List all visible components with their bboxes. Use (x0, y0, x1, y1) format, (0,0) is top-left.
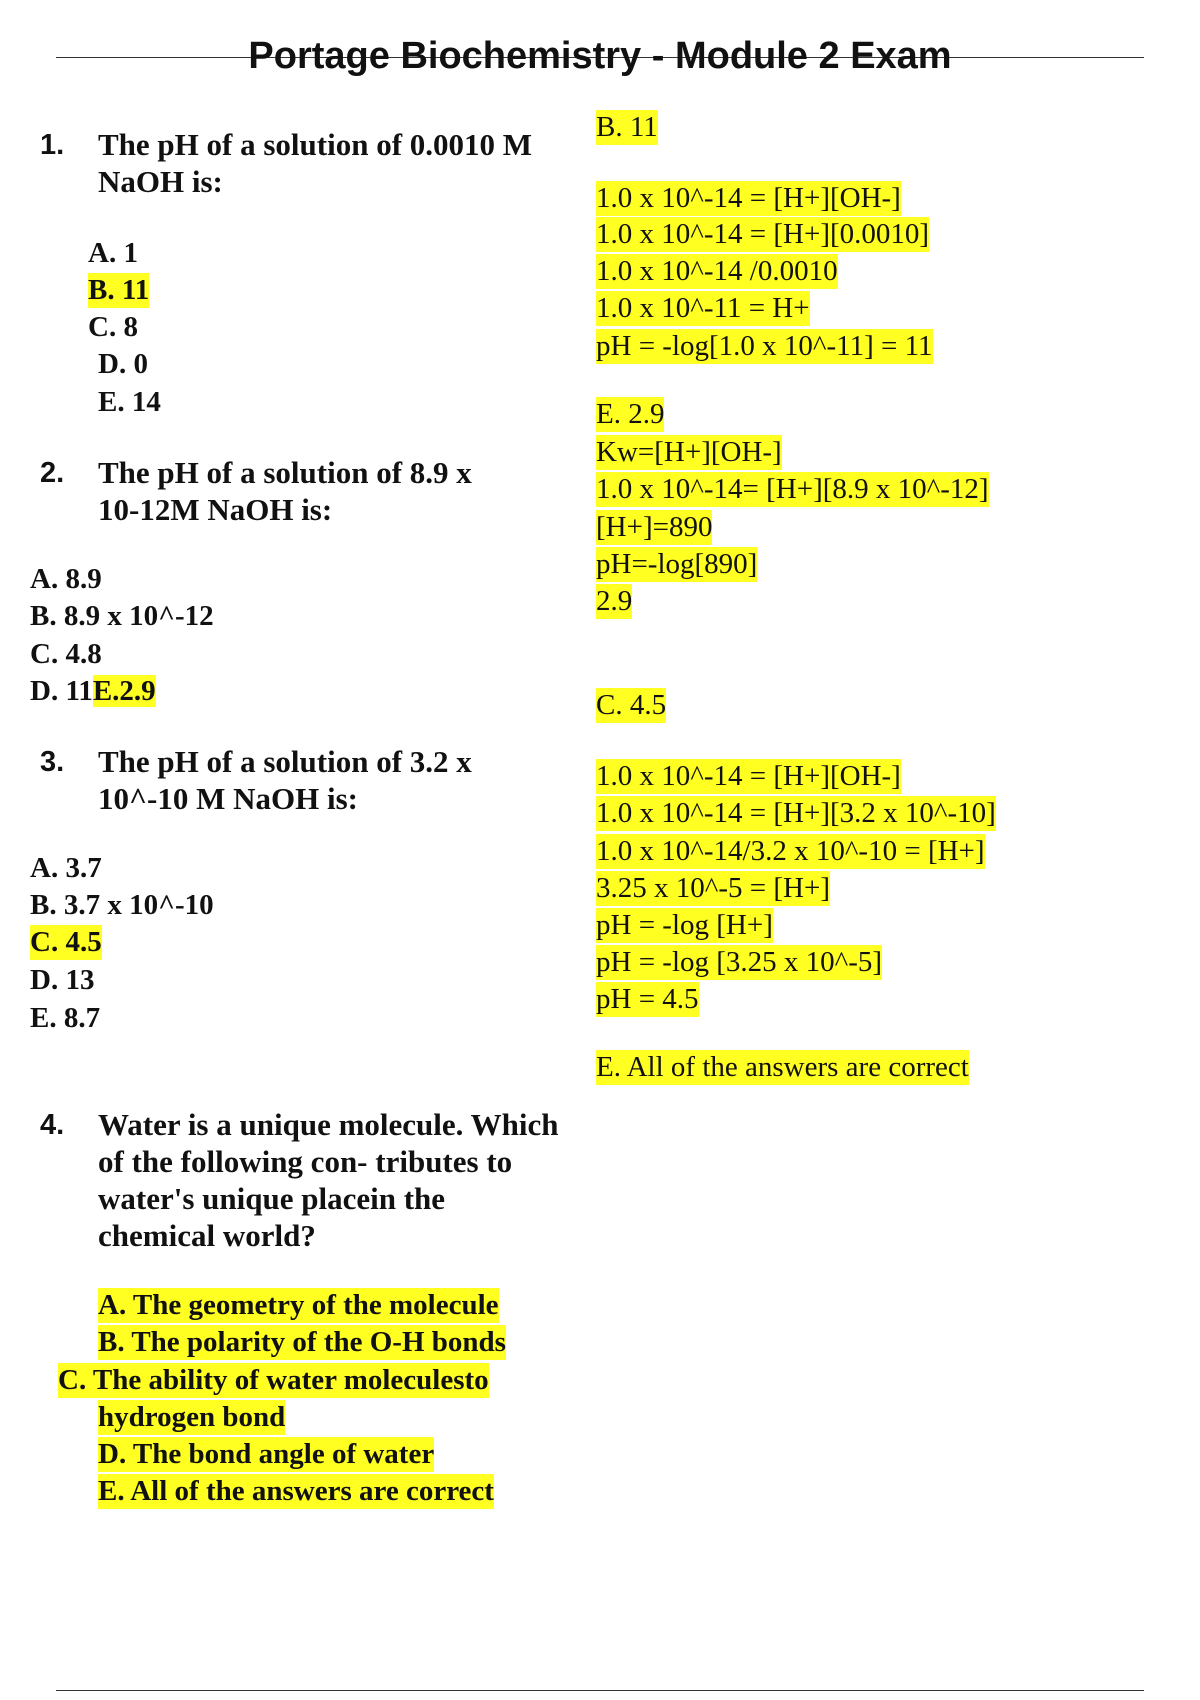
answer-2-work-line: 2.9 (596, 585, 633, 617)
q4-option-b-highlighted: B. The polarity of the O-H bonds (98, 1326, 506, 1358)
answer-3-label: C. 4.5 (596, 689, 667, 721)
q3-option-a: A. 3.7 (30, 852, 102, 884)
answer-2-work-line: 1.0 x 10^-14= [H+][8.9 x 10^-12] (596, 473, 989, 505)
q3-option-d: D. 13 (30, 964, 95, 996)
answer-1-work-line: pH = -log[1.0 x 10^-11] = 11 (596, 330, 933, 362)
question-4-text (98, 1106, 558, 1254)
q1-option-a: A. 1 (88, 237, 138, 269)
answer-1-work-line: 1.0 x 10^-14 = [H+][0.0010] (596, 218, 930, 250)
question-3-line: 10^-10 M NaOH is: (98, 781, 358, 816)
answer-2-label: E. 2.9 (596, 398, 665, 430)
q4-option-c-highlighted: C. The ability of water moleculesto (58, 1364, 489, 1396)
question-1-text (98, 126, 532, 200)
question-2-line: The pH of a solution of 8.9 x (98, 455, 472, 490)
q2-option-d: D. 11 (30, 675, 93, 707)
q2-option-c: C. 4.8 (30, 638, 102, 670)
q1-option-d: D. 0 (98, 348, 148, 380)
answer-3-work-line: pH = 4.5 (596, 983, 699, 1015)
q2-option-a: A. 8.9 (30, 563, 102, 595)
q1-option-c: C. 8 (88, 311, 138, 343)
q4-option-e-highlighted: E. All of the answers are correct (98, 1475, 494, 1507)
question-1-line: The pH of a solution of 0.0010 M (98, 127, 533, 162)
question-4-number: 4. (40, 1109, 65, 1141)
answer-1-work-line: 1.0 x 10^-11 = H+ (596, 292, 810, 324)
question-3-line: The pH of a solution of 3.2 x (98, 744, 472, 779)
question-3-text (98, 743, 472, 817)
question-2-number: 2. (40, 457, 65, 489)
question-4-line: water's unique placein the (98, 1181, 446, 1216)
answer-4-label: E. All of the answers are correct (596, 1051, 969, 1083)
question-3-number: 3. (40, 746, 65, 778)
question-4-line: of the following con- tributes to (98, 1144, 513, 1179)
q4-option-c-continued: hydrogen bond (98, 1401, 286, 1433)
q1-option-b-highlighted: B. 11 (88, 274, 150, 306)
q3-option-e: E. 8.7 (30, 1002, 101, 1034)
q2-option-e-highlighted: E.2.9 (92, 675, 156, 707)
answer-3-work-line: 1.0 x 10^-14/3.2 x 10^-10 = [H+] (596, 835, 985, 867)
q4-option-d-highlighted: D. The bond angle of water (98, 1438, 435, 1470)
q4-option-a-highlighted: A. The geometry of the molecule (98, 1289, 499, 1321)
q2-options-d-e (30, 674, 156, 709)
q3-option-c-highlighted: C. 4.5 (30, 926, 102, 958)
question-4-line: Water is a unique molecule. Which (98, 1107, 559, 1142)
q2-option-b: B. 8.9 x 10^-12 (30, 600, 214, 632)
bottom-rule (56, 1690, 1144, 1691)
answer-2-work-line: Kw=[H+][OH-] (596, 436, 782, 468)
answer-3-work-line: pH = -log [3.25 x 10^-5] (596, 946, 883, 978)
answer-2-work-line: pH=-log[890] (596, 548, 758, 580)
answer-1-work-line: 1.0 x 10^-14 = [H+][OH-] (596, 182, 901, 214)
answer-3-work-line: pH = -log [H+] (596, 909, 773, 941)
q3-option-b: B. 3.7 x 10^-10 (30, 889, 214, 921)
answer-3-work-line: 1.0 x 10^-14 = [H+][3.2 x 10^-10] (596, 797, 996, 829)
question-1-number: 1. (40, 129, 65, 161)
answer-1-label: B. 11 (596, 111, 658, 143)
question-2-text (98, 454, 472, 528)
answer-1-work-line: 1.0 x 10^-14 /0.0010 (596, 255, 838, 287)
question-1-line: NaOH is: (98, 164, 223, 199)
answer-2-work-line: [H+]=890 (596, 511, 713, 543)
page-title: Portage Biochemistry - Module 2 Exam (248, 35, 952, 77)
answer-3-work-line: 3.25 x 10^-5 = [H+] (596, 872, 830, 904)
question-2-line: 10-12M NaOH is: (98, 492, 333, 527)
q1-option-e: E. 14 (98, 386, 161, 418)
answer-3-work-line: 1.0 x 10^-14 = [H+][OH-] (596, 760, 901, 792)
question-4-line: chemical world? (98, 1218, 316, 1253)
